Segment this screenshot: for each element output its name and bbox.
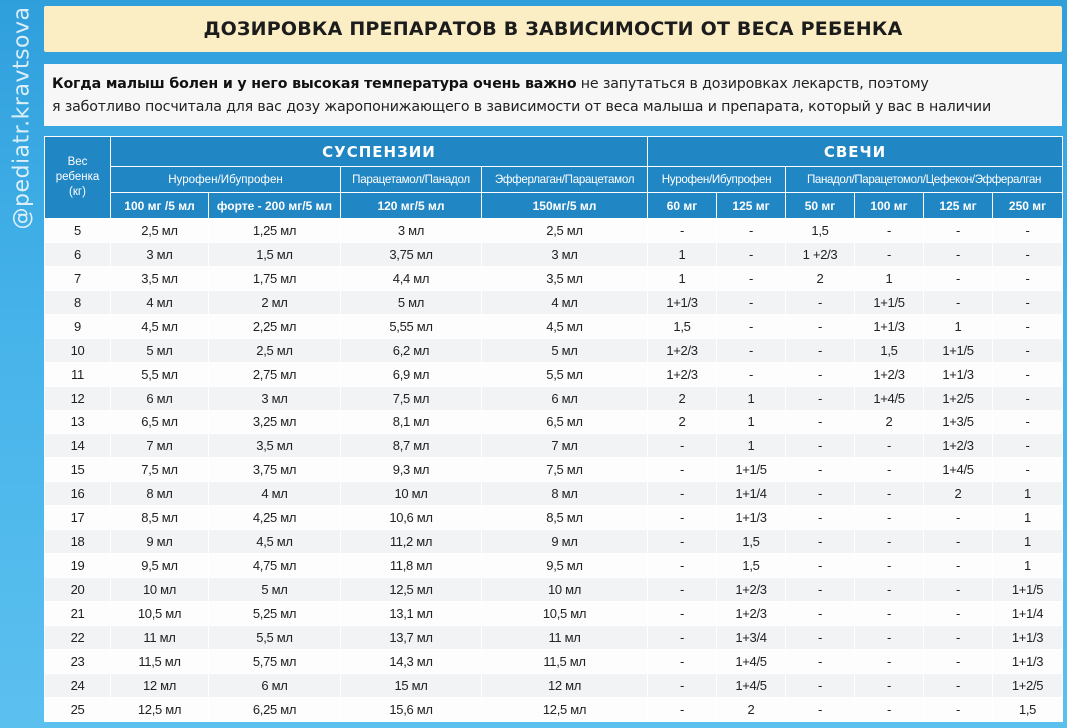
dose-cell: 1: [924, 314, 993, 338]
dose-cell: 1+1/5: [855, 290, 924, 314]
dose-cell: -: [924, 697, 993, 721]
dose-cell: -: [924, 219, 993, 243]
group-suppositories: СВЕЧИ: [648, 137, 1063, 167]
dose-cell: 10,5 мл: [111, 602, 209, 626]
dose-cell: -: [786, 290, 855, 314]
dose-cell: 3 мл: [209, 386, 341, 410]
dose-cell: -: [993, 410, 1063, 434]
table-row: [45, 673, 1063, 697]
weight-cell: 15: [45, 458, 111, 482]
dose-cell: 8,7 мл: [341, 434, 482, 458]
weight-cell: 16: [45, 482, 111, 506]
dose-cell: 2: [924, 482, 993, 506]
dose-cell: 1+1/3: [717, 506, 786, 530]
dose-header: 125 мг: [924, 193, 993, 219]
dose-cell: 9,5 мл: [111, 554, 209, 578]
dose-cell: -: [717, 219, 786, 243]
dose-cell: 9,3 мл: [341, 458, 482, 482]
weight-cell: 20: [45, 578, 111, 602]
dose-cell: 10 мл: [341, 482, 482, 506]
dose-cell: 1+1/3: [993, 649, 1063, 673]
dose-cell: 2: [717, 697, 786, 721]
dose-cell: -: [924, 554, 993, 578]
dose-cell: 1: [993, 482, 1063, 506]
dose-cell: 8,5 мл: [111, 506, 209, 530]
dose-cell: 2: [786, 266, 855, 290]
dose-header: 150мг/5 мл: [482, 193, 648, 219]
drug-header-susp-efferalgan: Эфферлаган/Парацетамол: [482, 167, 648, 193]
dose-cell: -: [855, 649, 924, 673]
dose-cell: 5 мл: [482, 338, 648, 362]
dose-cell: 1+4/5: [855, 386, 924, 410]
watermark: [0, 0, 44, 728]
dose-header: 100 мг /5 мл: [111, 193, 209, 219]
dose-cell: 2 мл: [209, 290, 341, 314]
dose-cell: -: [717, 314, 786, 338]
dose-cell: 5,55 мл: [341, 314, 482, 338]
dose-cell: 12 мл: [111, 673, 209, 697]
dose-cell: 5,5 мл: [111, 362, 209, 386]
dose-cell: -: [786, 697, 855, 721]
dose-cell: 1+1/3: [924, 362, 993, 386]
table-body: [45, 219, 1063, 722]
dose-cell: 1,5: [855, 338, 924, 362]
weight-cell: 10: [45, 338, 111, 362]
dose-cell: 3,75 мл: [341, 242, 482, 266]
dose-cell: -: [993, 386, 1063, 410]
dose-cell: 4,4 мл: [341, 266, 482, 290]
dose-cell: 1+1/5: [717, 458, 786, 482]
dose-cell: 1: [855, 266, 924, 290]
dose-cell: 1+1/3: [855, 314, 924, 338]
dose-cell: 12 мл: [482, 673, 648, 697]
dose-cell: 1+4/5: [717, 673, 786, 697]
dose-cell: -: [924, 602, 993, 626]
dose-cell: 2,25 мл: [209, 314, 341, 338]
dose-cell: 3,5 мл: [209, 434, 341, 458]
dose-cell: 1+2/3: [717, 602, 786, 626]
table-row: [45, 506, 1063, 530]
weight-cell: 14: [45, 434, 111, 458]
dose-cell: -: [786, 458, 855, 482]
title-bar: [44, 6, 1062, 52]
dose-cell: 12,5 мл: [482, 697, 648, 721]
dose-cell: 1,5: [786, 219, 855, 243]
dose-cell: -: [993, 242, 1063, 266]
dose-cell: -: [717, 266, 786, 290]
dose-cell: 7,5 мл: [482, 458, 648, 482]
dose-cell: 1,5 мл: [209, 242, 341, 266]
dose-cell: -: [786, 554, 855, 578]
dose-cell: -: [855, 554, 924, 578]
dose-cell: -: [648, 434, 717, 458]
dose-cell: -: [648, 506, 717, 530]
dose-cell: -: [648, 219, 717, 243]
dose-cell: 6,5 мл: [482, 410, 648, 434]
dose-cell: -: [648, 530, 717, 554]
weight-header: [45, 137, 111, 219]
table-row: [45, 386, 1063, 410]
dose-cell: 1+4/5: [924, 458, 993, 482]
dose-cell: -: [648, 625, 717, 649]
table-row: [45, 530, 1063, 554]
table-row: [45, 482, 1063, 506]
table-row: [45, 578, 1063, 602]
dose-cell: 11 мл: [482, 625, 648, 649]
dose-header: форте - 200 мг/5 мл: [209, 193, 341, 219]
dose-cell: 11,5 мл: [482, 649, 648, 673]
dose-cell: 6,25 мл: [209, 697, 341, 721]
dose-cell: -: [786, 649, 855, 673]
dose-cell: 3,5 мл: [111, 266, 209, 290]
weight-cell: 19: [45, 554, 111, 578]
dose-cell: -: [648, 697, 717, 721]
dose-cell: 1,5: [717, 554, 786, 578]
table-row: [45, 219, 1063, 243]
dose-cell: 2,75 мл: [209, 362, 341, 386]
dose-cell: 1+3/5: [924, 410, 993, 434]
dose-cell: -: [717, 290, 786, 314]
dose-cell: -: [855, 219, 924, 243]
dose-cell: 1+4/5: [717, 649, 786, 673]
dose-cell: -: [924, 530, 993, 554]
dose-cell: 2,5 мл: [482, 219, 648, 243]
dose-cell: 1+3/4: [717, 625, 786, 649]
dose-cell: 1+1/4: [717, 482, 786, 506]
dose-cell: 1: [648, 242, 717, 266]
dose-cell: -: [855, 530, 924, 554]
dose-cell: -: [855, 578, 924, 602]
dose-cell: 7,5 мл: [111, 458, 209, 482]
dose-cell: 1+1/4: [993, 602, 1063, 626]
weight-cell: 18: [45, 530, 111, 554]
dose-cell: -: [924, 242, 993, 266]
dose-cell: 10,6 мл: [341, 506, 482, 530]
dose-cell: -: [648, 578, 717, 602]
dose-cell: -: [717, 362, 786, 386]
dose-cell: 2: [648, 386, 717, 410]
dose-cell: 4 мл: [482, 290, 648, 314]
dose-cell: 1 +2/3: [786, 242, 855, 266]
dose-cell: -: [993, 219, 1063, 243]
dose-cell: -: [993, 266, 1063, 290]
dose-cell: -: [786, 530, 855, 554]
table-row: [45, 602, 1063, 626]
dose-cell: 1+2/3: [924, 434, 993, 458]
dose-cell: -: [786, 506, 855, 530]
dose-cell: 4,5 мл: [209, 530, 341, 554]
dose-cell: 1,5: [993, 697, 1063, 721]
table-row: [45, 434, 1063, 458]
dose-cell: 1: [648, 266, 717, 290]
dose-cell: -: [786, 386, 855, 410]
table-row: [45, 290, 1063, 314]
dose-cell: 3 мл: [341, 219, 482, 243]
dose-cell: 3 мл: [111, 242, 209, 266]
drug-header-susp-paracetamol: Парацетамол/Панадол: [341, 167, 482, 193]
dose-cell: 10 мл: [111, 578, 209, 602]
dose-cell: -: [786, 410, 855, 434]
dose-cell: 10,5 мл: [482, 602, 648, 626]
dose-cell: 4,5 мл: [482, 314, 648, 338]
dose-cell: -: [786, 338, 855, 362]
dose-cell: -: [993, 458, 1063, 482]
dose-cell: 12,5 мл: [341, 578, 482, 602]
weight-cell: 24: [45, 673, 111, 697]
dose-cell: 8,1 мл: [341, 410, 482, 434]
dose-cell: -: [786, 482, 855, 506]
dose-header: 60 мг: [648, 193, 717, 219]
dose-header: 50 мг: [786, 193, 855, 219]
intro-rest: не запутаться в дозировках лекарств, поэтому: [576, 76, 929, 92]
dose-cell: -: [924, 578, 993, 602]
dose-cell: 5 мл: [111, 338, 209, 362]
watermark-text: @pediatr.kravtsova: [9, 6, 35, 230]
table-row: [45, 362, 1063, 386]
dose-cell: 1+1/3: [993, 625, 1063, 649]
dose-cell: -: [993, 338, 1063, 362]
table-row: [45, 649, 1063, 673]
dose-cell: 1,25 мл: [209, 219, 341, 243]
dose-header: 250 мг: [993, 193, 1063, 219]
weight-cell: 7: [45, 266, 111, 290]
dose-cell: 11,2 мл: [341, 530, 482, 554]
dose-cell: 11,8 мл: [341, 554, 482, 578]
dose-cell: -: [855, 242, 924, 266]
dose-cell: -: [786, 673, 855, 697]
dose-cell: -: [855, 602, 924, 626]
dose-cell: 3 мл: [482, 242, 648, 266]
dose-cell: 2,5 мл: [111, 219, 209, 243]
dose-cell: 1+2/5: [993, 673, 1063, 697]
drug-header-susp-nurofen: Нурофен/Ибупрофен: [111, 167, 341, 193]
dose-cell: 1+2/5: [924, 386, 993, 410]
dose-cell: 6,5 мл: [111, 410, 209, 434]
weight-header-line-2: ребенка: [55, 171, 100, 183]
dose-cell: 3,25 мл: [209, 410, 341, 434]
dose-cell: 1: [717, 386, 786, 410]
table-row: [45, 697, 1063, 721]
weight-cell: 17: [45, 506, 111, 530]
dose-cell: -: [717, 242, 786, 266]
dose-cell: 15 мл: [341, 673, 482, 697]
dose-cell: 4 мл: [111, 290, 209, 314]
intro-line-2: я заботливо посчитала для вас дозу жаропонижающего в зависимости от веса малыша и препарата, который у вас в наличии: [52, 99, 992, 115]
table-row: [45, 242, 1063, 266]
dose-cell: 4 мл: [209, 482, 341, 506]
dose-cell: 1: [993, 554, 1063, 578]
dose-cell: 14,3 мл: [341, 649, 482, 673]
dose-cell: 2: [648, 410, 717, 434]
dose-cell: 5,5 мл: [209, 625, 341, 649]
dose-cell: 5 мл: [341, 290, 482, 314]
table-row: [45, 554, 1063, 578]
dose-cell: 1+2/3: [855, 362, 924, 386]
dose-cell: 9,5 мл: [482, 554, 648, 578]
dose-cell: -: [924, 649, 993, 673]
dose-cell: 3,75 мл: [209, 458, 341, 482]
dose-cell: -: [786, 602, 855, 626]
dose-cell: 1,5: [717, 530, 786, 554]
dose-cell: 11 мл: [111, 625, 209, 649]
dose-cell: -: [648, 602, 717, 626]
dose-cell: -: [717, 338, 786, 362]
dose-cell: 9 мл: [111, 530, 209, 554]
dose-cell: 1+1/5: [993, 578, 1063, 602]
dose-cell: -: [648, 649, 717, 673]
weight-cell: 13: [45, 410, 111, 434]
dose-cell: 3,5 мл: [482, 266, 648, 290]
weight-header-line-1: Вес: [67, 156, 88, 168]
dose-cell: -: [993, 290, 1063, 314]
weight-cell: 8: [45, 290, 111, 314]
table-row: [45, 314, 1063, 338]
weight-cell: 12: [45, 386, 111, 410]
dose-cell: -: [855, 697, 924, 721]
weight-cell: 6: [45, 242, 111, 266]
dose-cell: -: [855, 506, 924, 530]
dose-cell: 7 мл: [482, 434, 648, 458]
dose-cell: 7,5 мл: [341, 386, 482, 410]
dosage-table: [44, 136, 1063, 722]
dose-cell: -: [855, 434, 924, 458]
intro-text: [44, 64, 1062, 126]
dose-cell: 2,5 мл: [209, 338, 341, 362]
dose-cell: 6,2 мл: [341, 338, 482, 362]
dose-cell: 8 мл: [482, 482, 648, 506]
dose-cell: -: [786, 434, 855, 458]
weight-cell: 11: [45, 362, 111, 386]
dose-cell: 1,5: [648, 314, 717, 338]
dose-cell: -: [648, 482, 717, 506]
dose-cell: 1+1/5: [924, 338, 993, 362]
dose-cell: 1: [717, 410, 786, 434]
dose-cell: 13,1 мл: [341, 602, 482, 626]
dose-cell: 6 мл: [482, 386, 648, 410]
dose-header: 125 мг: [717, 193, 786, 219]
group-suspensions: СУСПЕНЗИИ: [111, 137, 648, 167]
dose-cell: 1+2/3: [648, 338, 717, 362]
dose-cell: -: [786, 362, 855, 386]
dose-cell: -: [648, 458, 717, 482]
dose-header: 100 мг: [855, 193, 924, 219]
dose-cell: -: [924, 673, 993, 697]
drug-header-supp-nurofen: Нурофен/Ибупрофен: [648, 167, 786, 193]
dose-cell: -: [924, 290, 993, 314]
dose-cell: 15,6 мл: [341, 697, 482, 721]
weight-cell: 5: [45, 219, 111, 243]
table-row: [45, 266, 1063, 290]
dose-cell: -: [648, 673, 717, 697]
dose-cell: -: [924, 625, 993, 649]
dose-cell: 1,75 мл: [209, 266, 341, 290]
weight-header-line-3: (кг): [69, 186, 86, 198]
dose-cell: -: [993, 314, 1063, 338]
dose-cell: 5,75 мл: [209, 649, 341, 673]
dose-cell: -: [924, 506, 993, 530]
table-row: [45, 338, 1063, 362]
dose-cell: 1: [993, 530, 1063, 554]
dose-cell: 10 мл: [482, 578, 648, 602]
intro-bold: Когда малыш болен и у него высокая температура очень важно: [52, 76, 577, 92]
dose-cell: -: [993, 362, 1063, 386]
dose-cell: 12,5 мл: [111, 697, 209, 721]
page-title: ДОЗИРОВКА ПРЕПАРАТОВ В ЗАВИСИМОСТИ ОТ ВЕСА РЕБЕНКА: [203, 18, 903, 40]
dose-cell: -: [855, 673, 924, 697]
weight-cell: 22: [45, 625, 111, 649]
weight-cell: 23: [45, 649, 111, 673]
dose-cell: -: [993, 434, 1063, 458]
dose-cell: -: [648, 554, 717, 578]
dose-cell: 9 мл: [482, 530, 648, 554]
dose-cell: 5 мл: [209, 578, 341, 602]
dose-cell: -: [924, 266, 993, 290]
dose-cell: 4,5 мл: [111, 314, 209, 338]
dose-cell: 2: [855, 410, 924, 434]
dose-cell: 1: [993, 506, 1063, 530]
weight-cell: 25: [45, 697, 111, 721]
dose-cell: 11,5 мл: [111, 649, 209, 673]
table-row: [45, 625, 1063, 649]
dose-cell: 6,9 мл: [341, 362, 482, 386]
dose-cell: 1: [717, 434, 786, 458]
dose-cell: 8 мл: [111, 482, 209, 506]
dose-cell: 5,5 мл: [482, 362, 648, 386]
dose-cell: -: [855, 458, 924, 482]
dose-cell: -: [855, 482, 924, 506]
dose-cell: 8,5 мл: [482, 506, 648, 530]
dose-cell: 1+2/3: [648, 362, 717, 386]
weight-cell: 9: [45, 314, 111, 338]
dose-cell: 6 мл: [111, 386, 209, 410]
dose-cell: 13,7 мл: [341, 625, 482, 649]
weight-cell: 21: [45, 602, 111, 626]
dose-cell: 4,75 мл: [209, 554, 341, 578]
dose-cell: 6 мл: [209, 673, 341, 697]
dose-cell: -: [855, 625, 924, 649]
table-row: [45, 458, 1063, 482]
dose-cell: 5,25 мл: [209, 602, 341, 626]
dose-cell: 1+2/3: [717, 578, 786, 602]
dose-cell: -: [786, 578, 855, 602]
dose-cell: 1+1/3: [648, 290, 717, 314]
dose-header: 120 мг/5 мл: [341, 193, 482, 219]
dose-cell: 7 мл: [111, 434, 209, 458]
dose-cell: 4,25 мл: [209, 506, 341, 530]
drug-header-supp-panadol: Панадол/Парацетомол/Цефекон/Эффералган: [786, 167, 1063, 193]
dose-cell: -: [786, 314, 855, 338]
table-row: [45, 410, 1063, 434]
dose-cell: -: [786, 625, 855, 649]
